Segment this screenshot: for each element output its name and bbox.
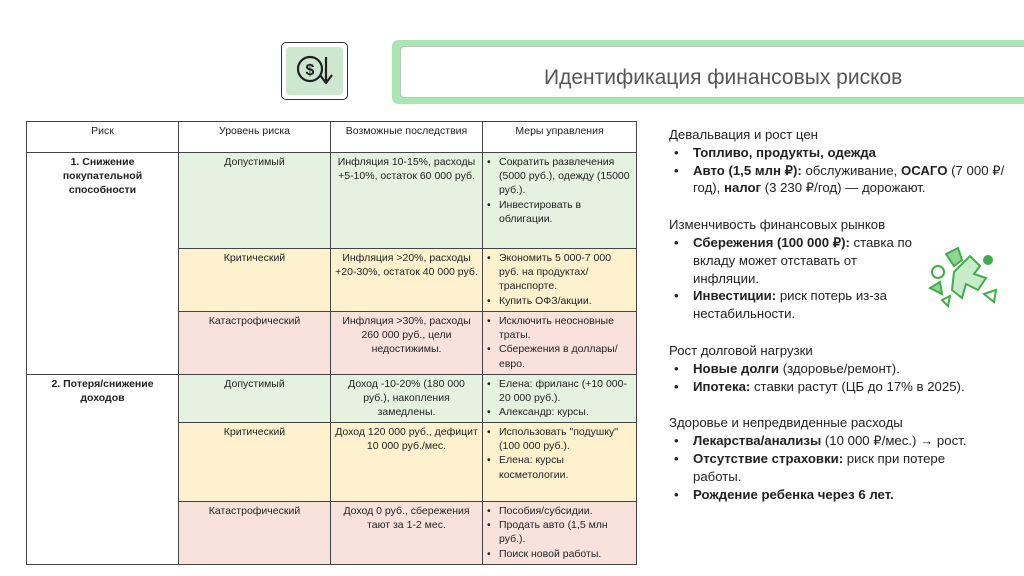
section-title: Рост долговой нагрузки xyxy=(669,342,813,358)
table-row xyxy=(27,153,637,249)
bullet-text: (здоровье/ремонт). xyxy=(779,360,900,376)
measure-item: • Сократить развлечения (5000 руб.), одежду (15000 руб.). xyxy=(487,155,632,198)
measure-item: • Сбережения в доллары/евро. xyxy=(487,342,632,370)
bullet-item xyxy=(669,234,919,287)
bullet-item xyxy=(669,432,989,450)
bullet-bold: налог xyxy=(723,180,762,196)
icon-box xyxy=(281,42,348,100)
consequence-cell: Инфляция >20%, расходы +20-30%, остаток 40 000 руб. xyxy=(331,249,483,312)
bullet-bold: Отсутствие страховки: xyxy=(693,450,844,466)
bullet-bold: Инвестиции: xyxy=(693,288,777,304)
level-cell: Допустимый xyxy=(179,153,331,249)
section-title: Девальвация и рост цен xyxy=(669,127,818,142)
page-title: Идентификация финансовых рисков xyxy=(544,66,903,89)
measures-cell xyxy=(483,423,637,502)
measure-item: • Елена: фриланс (+10 000-20 000 руб.). xyxy=(487,377,632,405)
bullet-text: ставки растут (ЦБ до 17% в 2025). xyxy=(750,378,965,394)
bullet-item xyxy=(669,287,919,323)
bullet-item xyxy=(669,486,989,504)
dollar-down-arrow-icon xyxy=(293,51,337,91)
section-markets xyxy=(669,216,919,323)
bullet-item xyxy=(669,450,989,486)
measures-cell xyxy=(483,502,637,565)
bullet-bold: Сбережения (100 000 ₽): xyxy=(693,234,850,250)
bullet-item xyxy=(669,144,1009,162)
measure-item: • Экономить 5 000-7 000 руб. на продуктах/ транспорте. xyxy=(487,251,632,294)
measure-item: • Елена: курсы косметологии. xyxy=(487,453,632,481)
bullet-item xyxy=(669,378,1009,396)
level-cell: Катастрофический xyxy=(179,502,331,565)
bullet-bold: Рождение ребенка через 6 лет. xyxy=(693,486,894,502)
section-debt xyxy=(669,342,1009,395)
measures-cell xyxy=(483,375,637,423)
consequence-cell: Доход -10-20% (180 000 руб.), накопления замедлены. xyxy=(331,375,483,423)
measures-cell xyxy=(483,249,637,312)
header-consequences: Возможные последствия xyxy=(331,122,483,153)
risk-name-cell: 2. Потеря/снижение доходов xyxy=(27,375,179,565)
decorative-shapes-icon xyxy=(924,244,1002,308)
header-measures: Меры управления xyxy=(483,122,637,153)
section-health xyxy=(669,414,989,503)
measure-item: • Использовать "подушку" (100 000 руб.). xyxy=(487,425,632,453)
bullet-text: риск потерь из-за нестабильности. xyxy=(693,288,888,322)
consequence-cell: Инфляция 10-15%, расходы +5-10%, остаток 60 000 руб. xyxy=(331,153,483,249)
bullet-text: (3 230 ₽/год) — дорожают. xyxy=(761,180,926,196)
risk-name-cell: 1. Снижение покупательной способности xyxy=(27,153,179,375)
risk-table xyxy=(26,121,637,565)
section-devaluation xyxy=(669,126,1009,197)
bullet-bold: Новые долги xyxy=(693,360,780,376)
bullet-bold: Авто (1,5 млн ₽): xyxy=(693,162,802,178)
header-level: Уровень риска xyxy=(179,122,331,153)
measure-item: • Продать авто (1,5 млн руб.). xyxy=(487,518,632,546)
bullet-item xyxy=(669,162,1009,198)
bullet-bold: ОСАГО xyxy=(900,162,948,178)
measure-item: • Пособия/субсидии. xyxy=(487,504,632,518)
measure-item: • Александр: курсы. xyxy=(487,405,632,419)
consequence-cell: Инфляция >30%, расходы 260 000 руб., цели недостижимы. xyxy=(331,312,483,375)
icon-background xyxy=(286,47,343,95)
bullet-text: риск при потере работы. xyxy=(693,450,946,484)
table-header-row xyxy=(27,122,637,153)
bullet-bold: Лекарства/анализы xyxy=(693,433,822,449)
bullet-item xyxy=(669,360,1009,378)
consequence-cell: Доход 120 000 руб., дефицит 10 000 руб./мес. xyxy=(331,423,483,502)
level-cell: Критический xyxy=(179,249,331,312)
measure-item: • Исключить неосновные траты. xyxy=(487,314,632,342)
measure-item: • Купить ОФЗ/акции. xyxy=(487,294,632,308)
level-cell: Допустимый xyxy=(179,375,331,423)
consequence-cell: Доход 0 руб., сбережения тают за 1-2 мес. xyxy=(331,502,483,565)
measure-item: • Поиск новой работы. xyxy=(487,547,632,561)
bullet-text: обслуживание, xyxy=(801,162,901,178)
risk-summary-panel xyxy=(669,126,1009,522)
level-cell: Катастрофический xyxy=(179,312,331,375)
measures-cell xyxy=(483,153,637,249)
svg-text:$: $ xyxy=(305,62,314,79)
level-cell: Критический xyxy=(179,423,331,502)
bullet-text: (7 000 ₽/год), xyxy=(693,162,1005,196)
measure-item: • Инвестировать в облигации. xyxy=(487,198,632,226)
bullet-text: ставка по вкладу может отставать от инфляции. xyxy=(693,234,912,286)
bullet-bold: Топливо, продукты, одежда xyxy=(693,144,876,160)
header-risk: Риск xyxy=(27,122,179,153)
bullet-text: (10 000 ₽/мес.) → рост. xyxy=(821,433,967,449)
bullet-bold: Ипотека: xyxy=(693,378,751,394)
section-title: Здоровье и непредвиденные расходы xyxy=(669,415,903,431)
measures-cell xyxy=(483,312,637,375)
section-title: Изменчивость финансовых рынков xyxy=(669,217,886,233)
table-row xyxy=(27,375,637,423)
